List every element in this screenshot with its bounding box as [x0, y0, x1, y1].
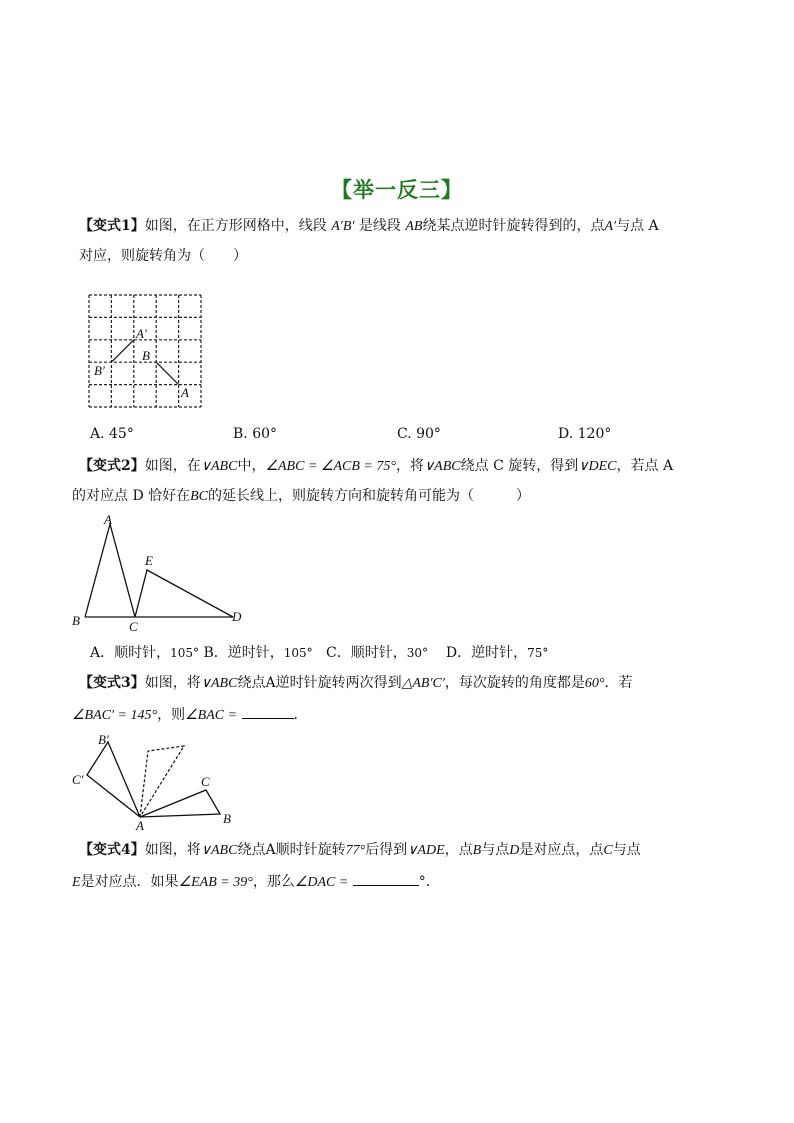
q3-text: ．若 [604, 675, 633, 691]
q1-line2: 对应，则旋转角为（ ） [79, 248, 247, 264]
label-d: D [232, 609, 242, 624]
q4-math: C [603, 843, 613, 858]
label-b-prime: B′ [94, 363, 105, 378]
q2-tag: 【变式2】 [79, 458, 145, 474]
q1-option-b: B. 60° [233, 426, 278, 442]
q3-text: ，每次旋转的角度都是 [444, 675, 585, 691]
q2-math: ∠ABC = ∠ACB = 75° [265, 459, 396, 474]
q2-math: ∨DEC [578, 459, 617, 474]
q3-text: ． [293, 707, 308, 723]
q2-text: ，将 [395, 458, 424, 474]
q1-line1 [79, 216, 659, 237]
q3-math: ∠BAC′ = 145° [72, 708, 158, 723]
q2-options [90, 643, 548, 663]
q4-math: ∠EAB = 39° [178, 875, 253, 890]
section-heading: 【举一反三】 [331, 178, 463, 202]
q4-text: ，那么 [252, 874, 295, 890]
q2-option-a: A．顺时针， [90, 645, 171, 661]
q2-option-b: B．逆时针， [203, 645, 284, 661]
q4-text: 如图，将 [144, 842, 201, 858]
q3-math: △AB′C′ [401, 676, 445, 691]
q1-text: 如图，在正方形网格中，线段 [144, 218, 327, 234]
q3-line1 [79, 673, 633, 694]
label-b-prime: B′ [98, 732, 109, 747]
q2-option-d-value: 75° [527, 646, 549, 660]
q4-text: 后得到 [365, 842, 408, 858]
q1-option-d: D. 120° [558, 426, 612, 442]
q2-math: ∨ABC [423, 459, 461, 474]
q4-text: 绕点A顺时针旋转 [237, 842, 346, 858]
q2-math: ∨ABC [200, 459, 238, 474]
q4-math: 77° [345, 843, 366, 858]
label-b: B [223, 811, 231, 826]
label-e: E [145, 553, 153, 568]
q4-answer-blank[interactable] [353, 871, 419, 886]
q3-text: 如图，将 [144, 675, 201, 691]
q1-math: A′B′ [331, 219, 355, 234]
label-c: C [201, 774, 210, 789]
q3-math: ∠BAC = [185, 708, 238, 723]
q1-grid-figure [80, 288, 210, 414]
q2-text: ，若点 A [616, 458, 674, 474]
q2-text: 如图，在 [144, 458, 201, 474]
q1-option-c: C. 90° [397, 426, 441, 442]
q4-text: 是对应点．如果 [80, 874, 179, 890]
q2-text: 中， [237, 458, 266, 474]
q1-text: 绕某点逆时针旋转得到的，点 [422, 218, 605, 234]
q4-text: °． [418, 874, 440, 890]
q3-text: ，则 [157, 707, 186, 723]
q3-math: 60° [584, 676, 605, 691]
label-a: A [181, 385, 189, 400]
label-a: A [104, 512, 112, 527]
q4-line1 [79, 840, 641, 861]
q4-math: ∨ABC [200, 843, 238, 858]
q1-option-a: A. 45° [90, 426, 134, 442]
q4-text: 与点 [612, 842, 641, 858]
q2-text: 绕点 C 旋转，得到 [460, 458, 579, 474]
label-a: A [136, 818, 144, 830]
segment-ab [156, 362, 178, 384]
q1-tag: 【变式1】 [79, 218, 145, 234]
q4-math: E [72, 875, 81, 890]
q4-text: 是对应点，点 [519, 842, 604, 858]
q4-text: 与点 [481, 842, 510, 858]
q3-text: 绕点A逆时针旋转两次得到 [237, 675, 402, 691]
q3-rotation-figure [70, 730, 240, 830]
q4-math: ∠DAC = [294, 875, 349, 890]
q3-line2 [72, 704, 308, 726]
q2-line1 [79, 456, 673, 477]
q2-option-b-value: 105° [283, 646, 313, 660]
label-b: B [72, 613, 80, 628]
label-c: C [129, 619, 138, 634]
q2-math: BC [190, 489, 209, 504]
q4-math: B [472, 843, 482, 858]
q3-math: ∨ABC [200, 676, 238, 691]
q3-tag: 【变式3】 [79, 675, 145, 691]
q1-math: A′ [604, 219, 617, 234]
segment-a1b1 [111, 340, 133, 362]
q2-option-d: D．逆时针， [445, 645, 528, 661]
q2-line2 [72, 486, 530, 507]
q2-option-a-value: 105° [170, 646, 200, 660]
q1-text: 与点 A [616, 218, 659, 234]
q2-text: 的对应点 D 恰好在 [72, 488, 191, 504]
q4-line2 [72, 871, 440, 893]
q4-math: ∨ADE [407, 843, 445, 858]
q2-option-c-value: 30° [406, 646, 429, 660]
label-a-prime: A′ [136, 326, 147, 341]
label-c-prime: C′ [72, 772, 84, 787]
q2-text: 的延长线上，则旋转方向和旋转角可能为（ ） [208, 488, 531, 504]
q4-tag: 【变式4】 [79, 842, 145, 858]
q1-text: 是线段 [358, 218, 401, 234]
q1-math: AB [405, 219, 423, 234]
q2-option-c: C．顺时针， [326, 645, 407, 661]
q4-text: ，点 [444, 842, 473, 858]
label-b: B [142, 348, 150, 363]
q2-triangle-figure [68, 510, 258, 635]
q3-answer-blank[interactable] [242, 704, 294, 719]
q4-math: D [509, 843, 520, 858]
